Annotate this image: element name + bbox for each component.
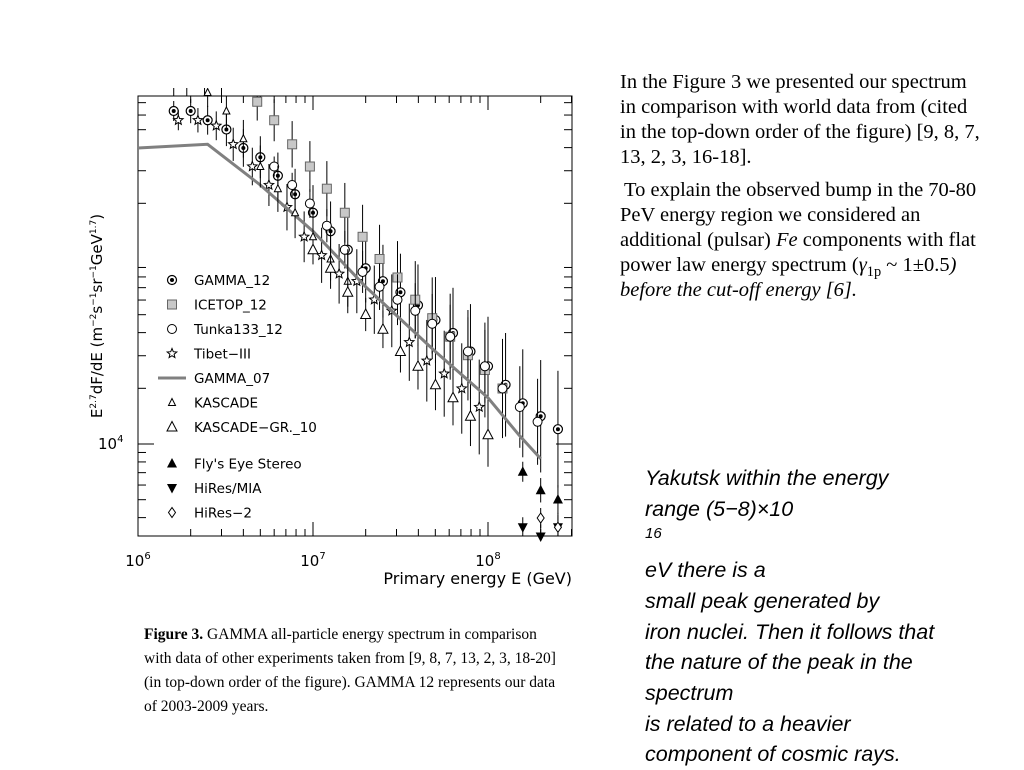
point <box>475 402 485 411</box>
point <box>480 362 489 371</box>
legend-entry-9 <box>169 506 252 522</box>
point <box>537 513 544 523</box>
point <box>204 89 211 96</box>
point <box>358 232 367 241</box>
point <box>334 269 344 278</box>
legend-marker <box>168 325 177 334</box>
point <box>395 346 405 356</box>
y-tick-label-1e4: $10^4$ <box>98 434 124 453</box>
point <box>446 332 455 341</box>
point <box>411 306 420 315</box>
point <box>240 135 247 142</box>
point <box>174 115 184 124</box>
note-line-6: spectrum <box>645 680 734 705</box>
legend-entry-4 <box>158 371 270 387</box>
caption-text: GAMMA all-particle energy spectrum in comparison with data of other experiments taken from [9, 8, 7, 13, 2, 3, 18-20] (in top-down order of the figure). GAMMA 12 represents our data of 2003-2009 years. <box>144 626 556 715</box>
legend-marker <box>168 276 177 285</box>
x-axis-label: Primary energy E (GeV) <box>383 569 572 588</box>
point <box>305 199 314 208</box>
point <box>422 356 432 365</box>
legend-label: KASCADE <box>194 395 259 412</box>
point <box>248 162 258 171</box>
x-tick-label-1e6: $10^6$ <box>125 551 151 570</box>
note-line-7: is related to a heavier <box>645 711 851 736</box>
point <box>322 221 331 230</box>
note-line-5: the nature of the peak in the <box>645 650 913 675</box>
point <box>463 347 472 356</box>
yakutsk-note <box>645 463 1005 770</box>
legend-entry-0 <box>168 273 271 289</box>
legend-entry-5 <box>169 396 259 412</box>
legend-marker <box>169 508 176 518</box>
point <box>536 533 546 543</box>
legend-label: ICETOP_12 <box>194 297 267 314</box>
note-line-4: iron nuclei. Then it follows that <box>645 619 935 644</box>
legend-entry-8 <box>167 481 262 497</box>
legend-label: HiRes/MIA <box>194 481 262 497</box>
point <box>305 162 314 171</box>
x-tick-label-1e7: $10^7$ <box>300 551 326 570</box>
legend-marker <box>167 422 177 432</box>
point <box>253 97 262 106</box>
point <box>378 324 388 334</box>
point <box>299 232 309 241</box>
point <box>169 107 178 116</box>
data-series <box>138 88 563 542</box>
point <box>518 466 528 476</box>
point <box>553 494 563 504</box>
point <box>326 263 336 273</box>
point <box>428 319 437 328</box>
legend-label: GAMMA_12 <box>194 273 271 289</box>
note-line-3: small peak generated by <box>645 588 880 613</box>
point <box>405 337 415 346</box>
point <box>393 295 402 304</box>
point <box>515 403 524 412</box>
point <box>270 162 279 171</box>
point <box>533 417 542 426</box>
point <box>229 139 239 148</box>
point <box>375 282 384 291</box>
point <box>498 384 507 393</box>
point <box>518 523 528 533</box>
point <box>264 180 274 189</box>
point <box>465 411 475 421</box>
legend-label: GAMMA_07 <box>194 371 271 387</box>
y-axis-label: $E^{2.7}dF/dE$ $(m^{-2}s^{-1}sr^{-1}GeV^{1.7})$ <box>88 213 106 419</box>
point <box>288 140 297 149</box>
legend-entry-2 <box>168 322 283 338</box>
energy-spectrum-chart <box>80 88 580 593</box>
point <box>257 163 264 170</box>
legend-label: Tibet−III <box>194 346 252 363</box>
point <box>343 287 353 297</box>
point <box>203 116 212 125</box>
figure-caption <box>144 623 564 719</box>
series-2 <box>270 157 542 465</box>
point <box>322 184 331 193</box>
caption-label: Figure 3. <box>144 626 204 643</box>
point <box>212 121 222 130</box>
description-text <box>620 70 980 311</box>
legend-marker <box>167 349 177 358</box>
point <box>439 369 449 378</box>
point <box>413 361 423 371</box>
point <box>193 115 203 124</box>
legend <box>158 273 317 522</box>
point <box>536 485 546 495</box>
legend-entry-7 <box>167 457 302 473</box>
point <box>186 107 195 116</box>
point <box>270 116 279 125</box>
description-paragraph-1: In the Figure 3 we presented our spectrum in comparison with world data from (cited in the top-down order of the figure) [9, 8, 7, 13, 2, 3, 16-18]. <box>620 71 980 168</box>
x-tick-label-1e8: $10^8$ <box>475 551 501 570</box>
point <box>317 250 327 259</box>
point <box>223 107 230 114</box>
legend-label: HiRes−2 <box>194 505 252 522</box>
note-line-1: Yakutsk within the energy <box>645 466 889 490</box>
legend-entry-3 <box>167 347 251 363</box>
point <box>358 267 367 276</box>
legend-marker <box>167 484 177 494</box>
note-line-8: component of cosmic rays. <box>645 742 901 767</box>
point <box>274 185 281 192</box>
point <box>457 384 467 393</box>
legend-entry-6 <box>167 420 317 436</box>
point <box>483 429 493 439</box>
legend-marker <box>167 458 177 468</box>
point <box>308 244 318 254</box>
point <box>361 309 371 319</box>
point <box>430 379 440 389</box>
legend-label: Tunka133_12 <box>194 322 283 338</box>
point <box>375 255 384 264</box>
point <box>340 208 349 217</box>
legend-entry-1 <box>168 298 267 314</box>
point <box>448 392 458 402</box>
legend-marker <box>169 399 176 406</box>
description-paragraph-2: To explain the observed bump in the 70-80 PeV energy region we considered an additional (pulsar) Fe components with flat power law energy spectrum ($\gamma_{1p}$ ~ 1±0.5) before the cut-off energy [6]. <box>620 179 977 301</box>
legend-marker <box>168 300 177 309</box>
legend-label: Fly's Eye Stereo <box>194 456 302 473</box>
point <box>553 425 562 434</box>
legend-label: KASCADE−GR._10 <box>194 420 317 436</box>
note-line-2: range (5−8)×10 $^{16}$ eV there is a <box>645 496 794 583</box>
